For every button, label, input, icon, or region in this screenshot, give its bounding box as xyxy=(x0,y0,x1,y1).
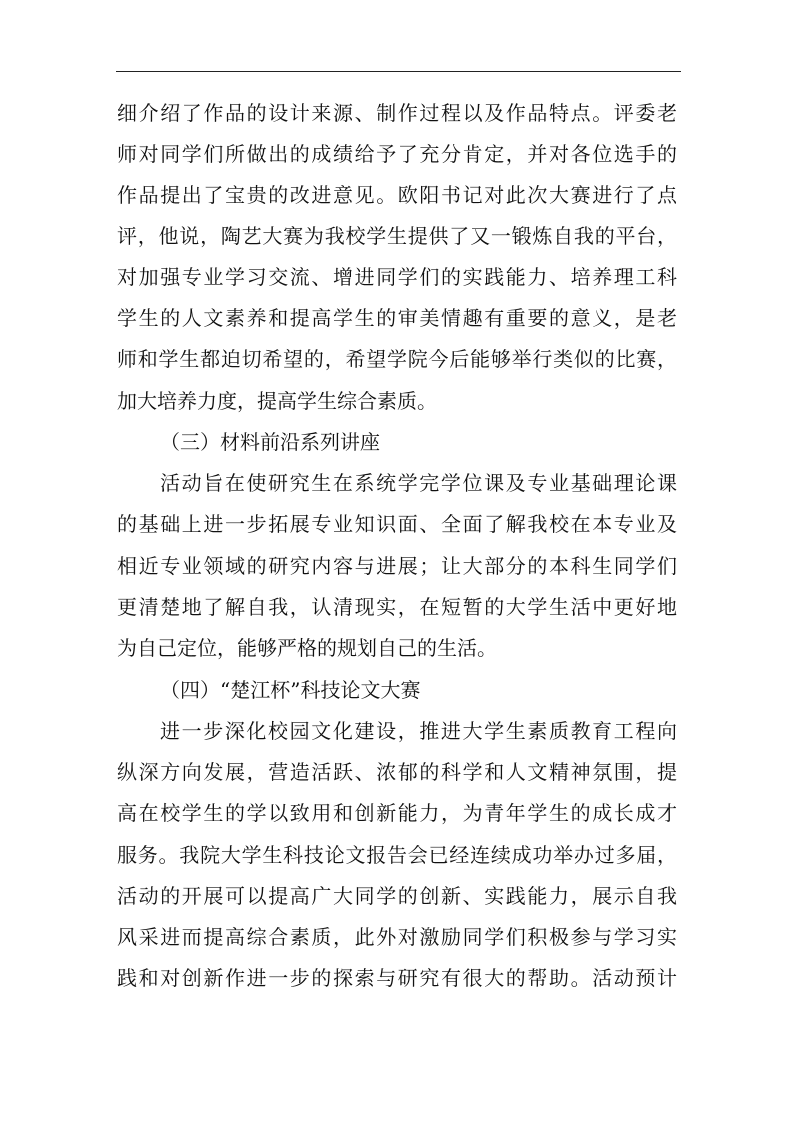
paragraph-3-line-6: 风采进而提高综合素质，此外对激励同学们积极参与学习实 xyxy=(117,925,677,949)
paragraph-3-line-5: 活动的开展可以提高广大同学的创新、实践能力，展示自我 xyxy=(117,884,677,908)
paragraph-1-line-1: 细介绍了作品的设计来源、制作过程以及作品特点。评委老 xyxy=(117,101,677,125)
paragraph-3-line-7: 践和对创新作进一步的探索与研究有很大的帮助。活动预计 xyxy=(117,966,677,990)
header-rule xyxy=(116,71,681,72)
paragraph-3-line-4: 服务。我院大学生科技论文报告会已经连续成功举办过多届， xyxy=(117,843,677,867)
paragraph-2-line-5: 为自己定位，能够严格的规划自己的生活。 xyxy=(117,636,497,660)
paragraph-2-line-3: 相近专业领域的研究内容与进展；让大部分的本科生同学们 xyxy=(117,554,677,578)
paragraph-1-line-5: 对加强专业学习交流、增进同学们的实践能力、培养理工科 xyxy=(117,265,677,289)
paragraph-1-line-3: 作品提出了宝贵的改进意见。欧阳书记对此次大赛进行了点 xyxy=(117,183,677,207)
paragraph-2-line-2: 的基础上进一步拓展专业知识面、全面了解我校在本专业及 xyxy=(117,512,677,536)
section-heading-3: （三）材料前沿系列讲座 xyxy=(160,430,380,454)
paragraph-2-line-1: 活动旨在使研究生在系统学完学位课及专业基础理论课 xyxy=(160,471,677,495)
paragraph-1-line-4: 评，他说，陶艺大赛为我校学生提供了又一锻炼自我的平台， xyxy=(117,224,677,248)
paragraph-3-line-3: 高在校学生的学以致用和创新能力，为青年学生的成长成才 xyxy=(117,801,677,825)
paragraph-1-line-6: 学生的人文素养和提高学生的审美情趣有重要的意义，是老 xyxy=(117,306,677,330)
paragraph-3-line-1: 进一步深化校园文化建设，推进大学生素质教育工程向 xyxy=(160,719,677,743)
paragraph-3-line-2: 纵深方向发展，营造活跃、浓郁的科学和人文精神氛围，提 xyxy=(117,760,677,784)
paragraph-1-line-2: 师对同学们所做出的成绩给予了充分肯定，并对各位选手的 xyxy=(117,142,677,166)
section-heading-4: （四）“楚江杯”科技论文大赛 xyxy=(160,678,421,702)
paragraph-1-line-7: 师和学生都迫切希望的，希望学院今后能够举行类似的比赛， xyxy=(117,347,677,371)
paragraph-1-line-8: 加大培养力度，提高学生综合素质。 xyxy=(117,389,437,413)
paragraph-2-line-4: 更清楚地了解自我，认清现实，在短暂的大学生活中更好地 xyxy=(117,595,677,619)
